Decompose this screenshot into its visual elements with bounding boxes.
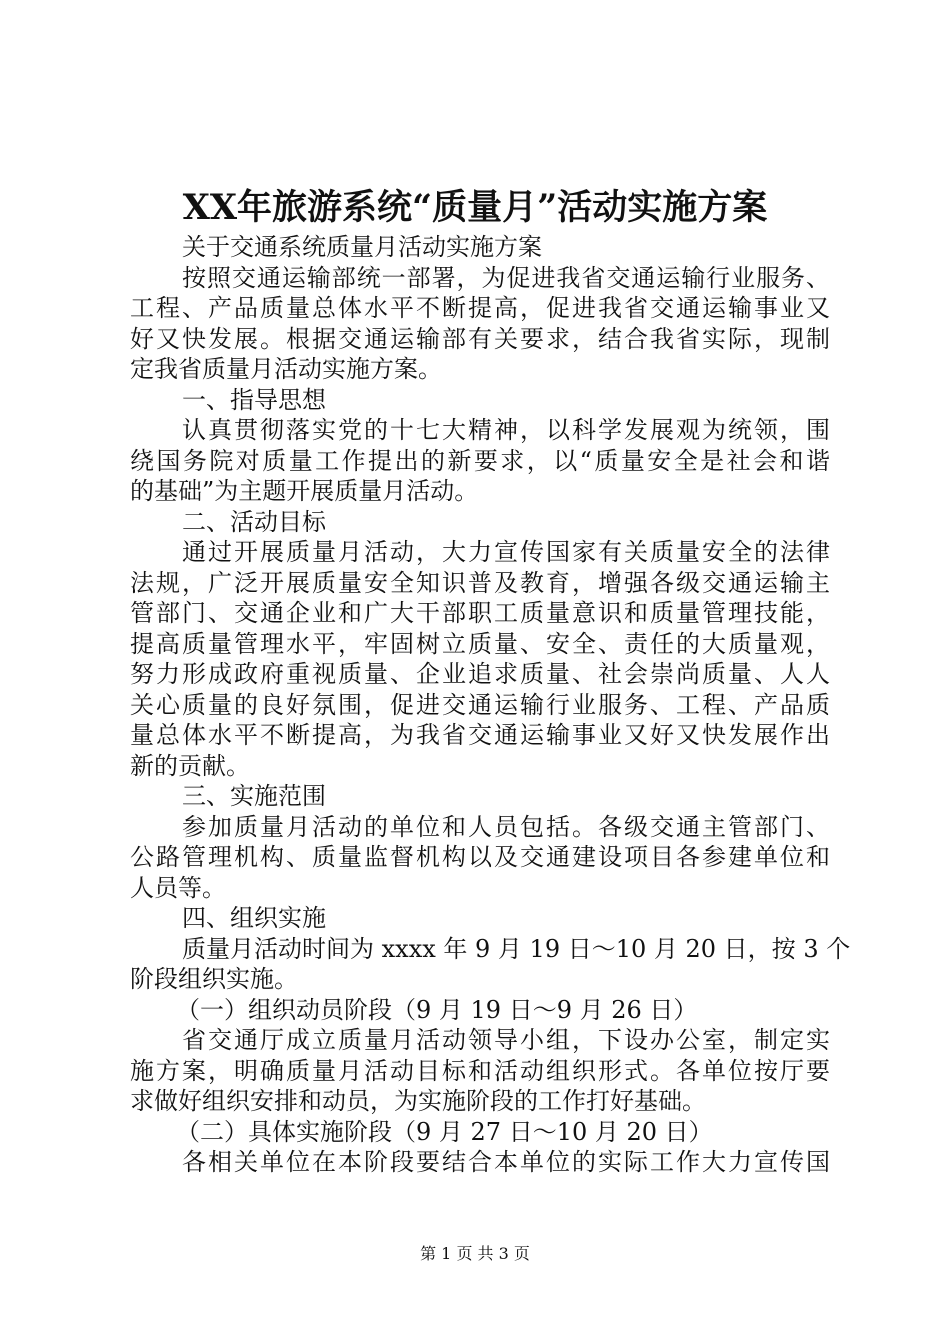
paragraph-line: 施方案，明确质量月活动目标和活动组织形式。各单位按厅要 <box>130 1056 830 1085</box>
paragraph-line: 管部门、交通企业和广大干部职工质量意识和质量管理技能， <box>130 599 830 627</box>
paragraph-line: 人员等。 <box>130 873 226 902</box>
paragraph-line: 参加质量月活动的单位和人员包括。各级交通主管部门、 <box>182 812 830 841</box>
paragraph-line: 各相关单位在本阶段要结合本单位的实际工作大力宣传国 <box>182 1148 830 1176</box>
paragraph-line: 按照交通运输部统一部署，为促进我省交通运输行业服务、 <box>182 263 830 292</box>
paragraph-line: 新的贡献。 <box>130 751 250 780</box>
section-heading: 二、活动目标 <box>182 507 326 536</box>
paragraph-line: 求做好组织安排和动员，为实施阶段的工作打好基础。 <box>130 1087 706 1115</box>
section-heading: 四、组织实施 <box>182 904 326 932</box>
paragraph-line: 认真贯彻落实党的十七大精神，以科学发展观为统领，围 <box>182 416 830 444</box>
paragraph-line: 的基础”为主题开展质量月活动。 <box>130 477 479 505</box>
paragraph-line: 质量月活动时间为 xxxx 年 9 月 19 日～10 月 20 日，按 3 个 <box>182 934 851 963</box>
paragraph-line: 通过开展质量月活动，大力宣传国家有关质量安全的法律 <box>182 538 830 566</box>
paragraph-line: 关心质量的良好氛围，促进交通运输行业服务、工程、产品质 <box>130 690 830 719</box>
paragraph-line: 量总体水平不断提高，为我省交通运输事业又好又快发展作出 <box>130 721 830 749</box>
document-body <box>130 232 851 1178</box>
page-footer: 第 1 页 共 3 页 <box>420 1244 530 1263</box>
section-heading: 三、实施范围 <box>182 782 326 810</box>
subtitle-line: 关于交通系统质量月活动实施方案 <box>182 233 542 261</box>
paragraph-line: 努力形成政府重视质量、企业追求质量、社会崇尚质量、人人 <box>130 660 830 688</box>
document-title: XX年旅游系统“质量月”活动实施方案 <box>182 187 768 228</box>
paragraph-line: 定我省质量月活动实施方案。 <box>130 355 442 383</box>
paragraph-line: 公路管理机构、质量监督机构以及交通建设项目各参建单位和 <box>130 843 830 871</box>
paragraph-line: 工程、产品质量总体水平不断提高，促进我省交通运输事业又 <box>130 294 830 322</box>
paragraph-line: 阶段组织实施。 <box>130 965 298 993</box>
subsection-heading: （二）具体实施阶段（9 月 27 日～10 月 20 日） <box>176 1117 713 1146</box>
subsection-heading: （一）组织动员阶段（9 月 19 日～9 月 26 日） <box>176 995 698 1024</box>
paragraph-line: 绕国务院对质量工作提出的新要求，以“质量安全是社会和谐 <box>130 446 830 475</box>
paragraph-line: 好又快发展。根据交通运输部有关要求，结合我省实际，现制 <box>130 324 830 353</box>
section-heading: 一、指导思想 <box>182 385 326 414</box>
paragraph-line: 法规，广泛开展质量安全知识普及教育，增强各级交通运输主 <box>130 568 830 597</box>
paragraph-line: 提高质量管理水平，牢固树立质量、安全、责任的大质量观， <box>130 629 830 658</box>
paragraph-line: 省交通厅成立质量月活动领导小组，下设办公室，制定实 <box>182 1026 830 1054</box>
